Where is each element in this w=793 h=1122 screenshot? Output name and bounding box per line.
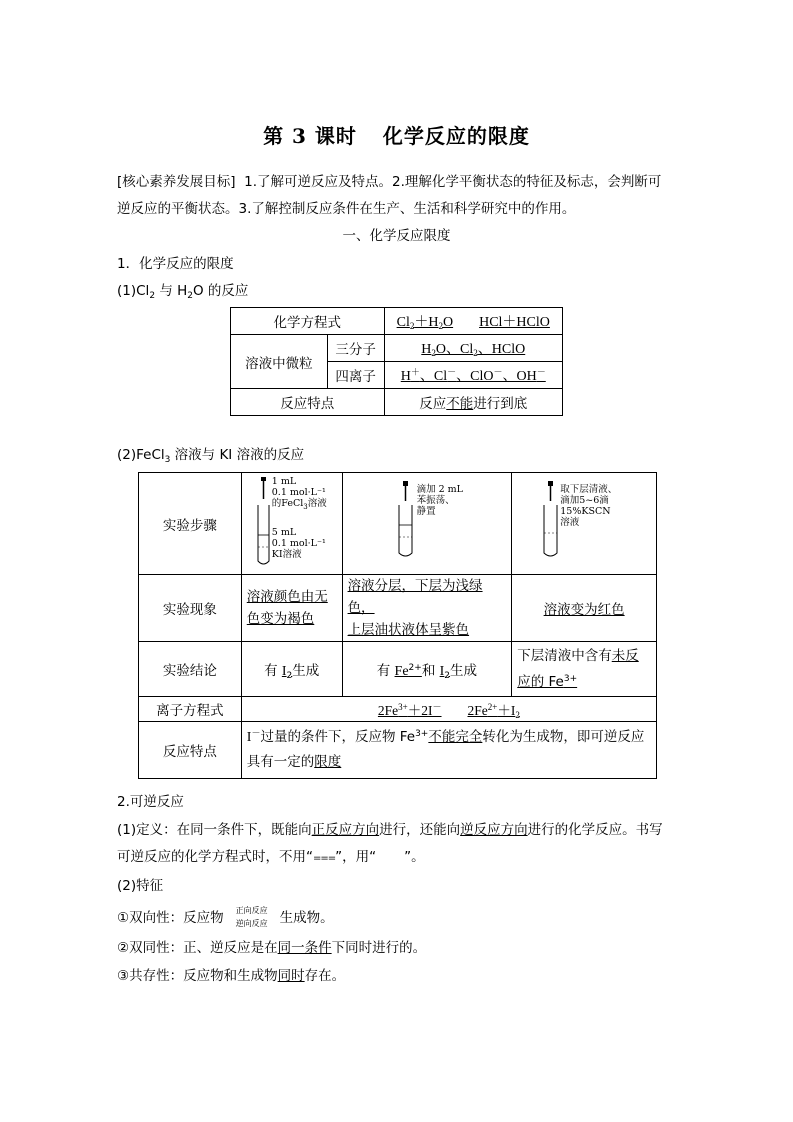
step1-top-label: 1 mL 0.1 mol·L⁻¹ 的FeCl$_3$溶液 [271,476,327,511]
row-label: 实验现象 [139,575,242,642]
row-label: 离子方程式 [139,697,242,722]
table-row [139,473,657,575]
table-cl2-h2o [230,307,563,416]
table-row [139,575,657,642]
ionic-equation: $2Fe^{3+}+2I^-$ $2Fe^{2+}+I_2$ [241,697,656,722]
step2-figure [342,473,512,575]
test-tube-icon [395,479,417,575]
row-label: 反应特点 [231,389,385,416]
row-sublabel: 三分子 [327,335,384,362]
lesson-topic: 化学反应的限度 [382,124,530,148]
feature-3: ③共存性：反应物和生成物同时存在。 [117,968,346,984]
row-sublabel: 四离子 [327,362,384,389]
item1-heading: 1．化学反应的限度 [117,256,234,272]
row-label: 化学方程式 [231,308,385,335]
feature-1: ①双向性：反应物 正向反应 逆向反应 生成物。 [117,905,334,931]
table-row [231,389,563,416]
ions-cell: H＋、Cl－、ClO－、OH－ [384,362,562,389]
definition-line-1: (1)定义：在同一条件下，既能向正反应方向进行，还能向逆反应方向进行的化学反应。书写 [117,822,663,838]
step3-figure [512,473,657,575]
step1-figure [241,473,342,575]
lesson-number: 第 3 课时 [263,124,357,148]
sub1-heading: $(1)Cl_2$ 与 $H_2O$ 的反应 [117,283,249,301]
step3-label: 取下层清液、 滴加5~6滴 15%KSCN 溶液 [560,484,618,528]
row-label: 反应特点 [139,722,242,779]
table-row [139,642,657,697]
reversible-arrow-label: 正向反应 逆向反应 [235,906,268,928]
sub2-heading: (2)FeCl$_3$ 溶液与 KI 溶液的反应 [117,447,305,465]
table-row [231,335,563,362]
item2-heading: 2.可逆反应 [117,794,184,810]
phenomenon-1: 溶液颜色由无 色变为褐色 [241,575,342,642]
phenomenon-2: 溶液分层，下层为浅绿色， 上层油状液体呈紫色 [342,575,512,642]
conclusion-3: 下层清液中含有未反 应的 $Fe^{3+}$ [512,642,657,697]
goals-label: [核心素养发展目标] [117,174,236,190]
molecules-cell: $H_2O$、$Cl_2$、HClO [384,335,562,362]
feature-2: ②双同性：正、逆反应是在同一条件下同时进行的。 [117,940,427,956]
equation-cell: $Cl_2+H_2O$ HCl＋HClO [384,308,562,335]
row-label: 实验步骤 [139,473,242,575]
conclusion-2: 有 $Fe^{2+}$和 $I_2$生成 [342,642,512,697]
test-tube-icon [540,479,562,575]
page-title [0,120,793,149]
row-label: 溶液中微粒 [231,335,328,389]
row-label: 实验结论 [139,642,242,697]
table-row [139,697,657,722]
goals-line-2: 逆反应的平衡状态。3.了解控制反应条件在生产、生活和科学研究中的作用。 [117,201,576,217]
feature-cell: 反应不能进行到底 [384,389,562,416]
table-row [231,308,563,335]
conclusion-1: 有 $I_2$生成 [241,642,342,697]
goals-line-1: [核心素养发展目标] 1.了解可逆反应及特点。2.理解化学平衡状态的特征及标志，会判断可 [117,174,662,190]
section-heading: 一、化学反应限度 [342,228,451,244]
table-row [139,722,657,779]
step1-bottom-label: 5 mL 0.1 mol·L⁻¹ KI溶液 [271,527,326,560]
step2-label: 滴加 2 mL 苯振荡、 静置 [416,484,463,517]
table-fecl3-ki [138,472,657,779]
test-tube-icon [254,475,274,571]
features-heading: (2)特征 [117,878,164,894]
reaction-feature: I－过量的条件下，反应物 $Fe^{3+}$不能完全转化为生成物，即可逆反应 具有一定的限度 [241,722,656,779]
phenomenon-3: 溶液变为红色 [512,575,657,642]
definition-line-2: 可逆反应的化学方程式时，不用“===”，用“ ”。 [117,849,425,865]
